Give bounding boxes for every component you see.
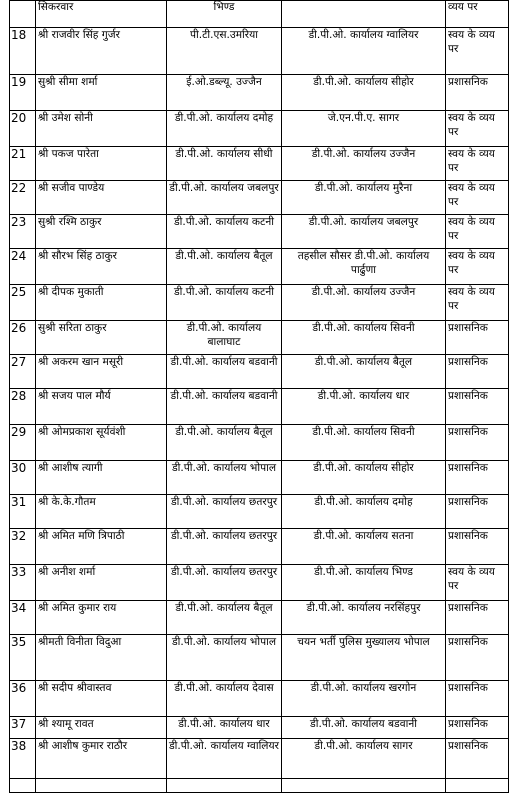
cell-num: 35 — [10, 635, 36, 681]
cell-name: श्री अमित मणि त्रिपाठी — [36, 529, 167, 565]
cell-from: डी.पी.ओ. कार्यालय कटनी — [167, 285, 282, 321]
table-row — [10, 565, 509, 601]
cell-type: स्वय के व्यय पर — [446, 285, 509, 321]
cell-from: डी.पी.ओ. कार्यालय छतरपुर — [167, 529, 282, 565]
cell-type: व्यय पर — [446, 1, 509, 28]
table-row-top-partial — [10, 1, 509, 28]
cell-to: डी.पी.ओ. कार्यालय खरगोन — [282, 681, 446, 717]
cell-num: 22 — [10, 181, 36, 215]
cell-num: 38 — [10, 739, 36, 779]
cell-type: प्रशासनिक — [446, 681, 509, 717]
table-row-bottom-partial — [10, 779, 509, 793]
cell-num: 29 — [10, 425, 36, 461]
table-row — [10, 425, 509, 461]
table-row — [10, 529, 509, 565]
cell-to: डी.पी.ओ. कार्यालय उज्जैन — [282, 147, 446, 181]
cell-from: डी.पी.ओ. कार्यालय धार — [167, 717, 282, 739]
table-row — [10, 495, 509, 529]
cell-num: 25 — [10, 285, 36, 321]
cell-to: डी.पी.ओ. कार्यालय धार — [282, 389, 446, 425]
table-row — [10, 321, 509, 355]
cell-empty — [282, 779, 446, 793]
table-row — [10, 739, 509, 779]
cell-to: डी.पी.ओ. कार्यालय सिवनी — [282, 321, 446, 355]
cell-name: सुश्री सीमा शर्मा — [36, 75, 167, 111]
cell-to: डी.पी.ओ. कार्यालय भिण्ड — [282, 565, 446, 601]
cell-from: डी.पी.ओ. कार्यालय बडवानी — [167, 355, 282, 389]
cell-num: 24 — [10, 249, 36, 285]
cell-type: स्वय के व्यय पर — [446, 181, 509, 215]
table-row — [10, 635, 509, 681]
cell-num: 28 — [10, 389, 36, 425]
table-row — [10, 75, 509, 111]
cell-type: प्रशासनिक — [446, 635, 509, 681]
table-row — [10, 717, 509, 739]
cell-name: श्री आशीष कुमार राठौर — [36, 739, 167, 779]
cell-to: डी.पी.ओ. कार्यालय बडवानी — [282, 717, 446, 739]
cell-from: ई.ओ.डब्ल्यू. उज्जैन — [167, 75, 282, 111]
cell-num: 26 — [10, 321, 36, 355]
cell-empty — [10, 779, 36, 793]
cell-from: डी.पी.ओ. कार्यालय छतरपुर — [167, 565, 282, 601]
table-row — [10, 389, 509, 425]
cell-to: डी.पी.ओ. कार्यालय बैतूल — [282, 355, 446, 389]
cell-type: प्रशासनिक — [446, 601, 509, 635]
cell-to: डी.पी.ओ. कार्यालय सतना — [282, 529, 446, 565]
cell-num: 18 — [10, 28, 36, 75]
cell-type: स्वय के व्यय पर — [446, 147, 509, 181]
cell-from: डी.पी.ओ. कार्यालय बैतूल — [167, 425, 282, 461]
cell-num: 21 — [10, 147, 36, 181]
cell-type: प्रशासनिक — [446, 495, 509, 529]
cell-num: 36 — [10, 681, 36, 717]
cell-to: तहसील सौसर डी.पी.ओ. कार्यालय पार्ढुणा — [282, 249, 446, 285]
cell-name: सिकरवार — [36, 1, 167, 28]
cell-type: स्वय के व्यय पर — [446, 28, 509, 75]
cell-name: श्री सजय पाल मौर्य — [36, 389, 167, 425]
cell-name: श्री अनीश शर्मा — [36, 565, 167, 601]
cell-to: चयन भर्ती पुलिस मुख्यालय भोपाल — [282, 635, 446, 681]
cell-to: डी.पी.ओ. कार्यालय मुरैना — [282, 181, 446, 215]
cell-empty — [446, 779, 509, 793]
cell-from: पी.टी.एस.उमरिया — [167, 28, 282, 75]
cell-from: डी.पी.ओ. कार्यालय भोपाल — [167, 461, 282, 495]
cell-name: श्री आशीष त्यागी — [36, 461, 167, 495]
cell-type: स्वय के व्यय पर — [446, 565, 509, 601]
table-row — [10, 181, 509, 215]
cell-name: श्री ओमप्रकाश सूर्यवंशी — [36, 425, 167, 461]
cell-name: श्री सजीव पाण्डेय — [36, 181, 167, 215]
cell-from: डी.पी.ओ. कार्यालय सीधी — [167, 147, 282, 181]
table-row — [10, 681, 509, 717]
cell-name: श्री दीपक मुकाती — [36, 285, 167, 321]
cell-empty — [36, 779, 167, 793]
cell-num: 31 — [10, 495, 36, 529]
cell-num: 37 — [10, 717, 36, 739]
cell-name: श्री श्यामू रावत — [36, 717, 167, 739]
cell-num: 34 — [10, 601, 36, 635]
cell-type: प्रशासनिक — [446, 389, 509, 425]
cell-name: श्री अमित कुमार राय — [36, 601, 167, 635]
table-row — [10, 285, 509, 321]
cell-type: प्रशासनिक — [446, 425, 509, 461]
cell-type: प्रशासनिक — [446, 321, 509, 355]
table-row — [10, 111, 509, 147]
cell-from: भिण्ड — [167, 1, 282, 28]
cell-from: डी.पी.ओ. कार्यालय जबलपुर — [167, 181, 282, 215]
table-row — [10, 355, 509, 389]
cell-num: 33 — [10, 565, 36, 601]
table-row — [10, 28, 509, 75]
cell-from: डी.पी.ओ. कार्यालय ग्वालियर — [167, 739, 282, 779]
cell-to: डी.पी.ओ. कार्यालय सागर — [282, 739, 446, 779]
cell-type: प्रशासनिक — [446, 739, 509, 779]
cell-type: स्वय के व्यय पर — [446, 249, 509, 285]
cell-from: डी.पी.ओ. कार्यालय बडवानी — [167, 389, 282, 425]
cell-from: डी.पी.ओ. कार्यालय देवास — [167, 681, 282, 717]
transfer-table — [9, 0, 509, 793]
table-row — [10, 461, 509, 495]
cell-num: 23 — [10, 215, 36, 249]
cell-from: डी.पी.ओ. कार्यालय कटनी — [167, 215, 282, 249]
cell-name: श्री राजवीर सिंह गुर्जर — [36, 28, 167, 75]
cell-to: डी.पी.ओ. कार्यालय दमोह — [282, 495, 446, 529]
table-row — [10, 601, 509, 635]
cell-type: स्वय के व्यय पर — [446, 111, 509, 147]
cell-type: प्रशासनिक — [446, 75, 509, 111]
cell-num: 27 — [10, 355, 36, 389]
cell-num: 32 — [10, 529, 36, 565]
cell-from: डी.पी.ओ. कार्यालय छतरपुर — [167, 495, 282, 529]
cell-to: जे.एन.पी.ए. सागर — [282, 111, 446, 147]
cell-to: डी.पी.ओ. कार्यालय ग्वालियर — [282, 28, 446, 75]
cell-num — [10, 1, 36, 28]
cell-from: डी.पी.ओ. कार्यालय बालाघाट — [167, 321, 282, 355]
cell-to: डी.पी.ओ. कार्यालय जबलपुर — [282, 215, 446, 249]
cell-name: श्रीमती विनीता विदुआ — [36, 635, 167, 681]
cell-type: प्रशासनिक — [446, 717, 509, 739]
cell-to: डी.पी.ओ. कार्यालय नरसिंहपुर — [282, 601, 446, 635]
cell-type: प्रशासनिक — [446, 461, 509, 495]
cell-from: डी.पी.ओ. कार्यालय भोपाल — [167, 635, 282, 681]
cell-name: सुश्री सरिता ठाकुर — [36, 321, 167, 355]
cell-name: श्री अकरम खान मसूरी — [36, 355, 167, 389]
cell-name: श्री सदीप श्रीवास्तव — [36, 681, 167, 717]
cell-type: प्रशासनिक — [446, 355, 509, 389]
cell-type: स्वय के व्यय पर — [446, 215, 509, 249]
cell-to: डी.पी.ओ. कार्यालय सिवनी — [282, 425, 446, 461]
cell-from: डी.पी.ओ. कार्यालय बैतूल — [167, 601, 282, 635]
cell-empty — [167, 779, 282, 793]
table-row — [10, 147, 509, 181]
cell-type: प्रशासनिक — [446, 529, 509, 565]
cell-to: डी.पी.ओ. कार्यालय सीहोर — [282, 461, 446, 495]
table-row — [10, 215, 509, 249]
cell-name: सुश्री रश्मि ठाकुर — [36, 215, 167, 249]
cell-num: 30 — [10, 461, 36, 495]
table-row — [10, 249, 509, 285]
cell-to: डी.पी.ओ. कार्यालय सीहोर — [282, 75, 446, 111]
cell-from: डी.पी.ओ. कार्यालय बैतूल — [167, 249, 282, 285]
cell-num: 19 — [10, 75, 36, 111]
cell-name: श्री के.के.गौतम — [36, 495, 167, 529]
cell-to: डी.पी.ओ. कार्यालय उज्जैन — [282, 285, 446, 321]
cell-name: श्री उमेश सोनी — [36, 111, 167, 147]
cell-to — [282, 1, 446, 28]
cell-from: डी.पी.ओ. कार्यालय दमोह — [167, 111, 282, 147]
cell-num: 20 — [10, 111, 36, 147]
cell-name: श्री सौरभ सिंह ठाकुर — [36, 249, 167, 285]
cell-name: श्री पकज पारेता — [36, 147, 167, 181]
